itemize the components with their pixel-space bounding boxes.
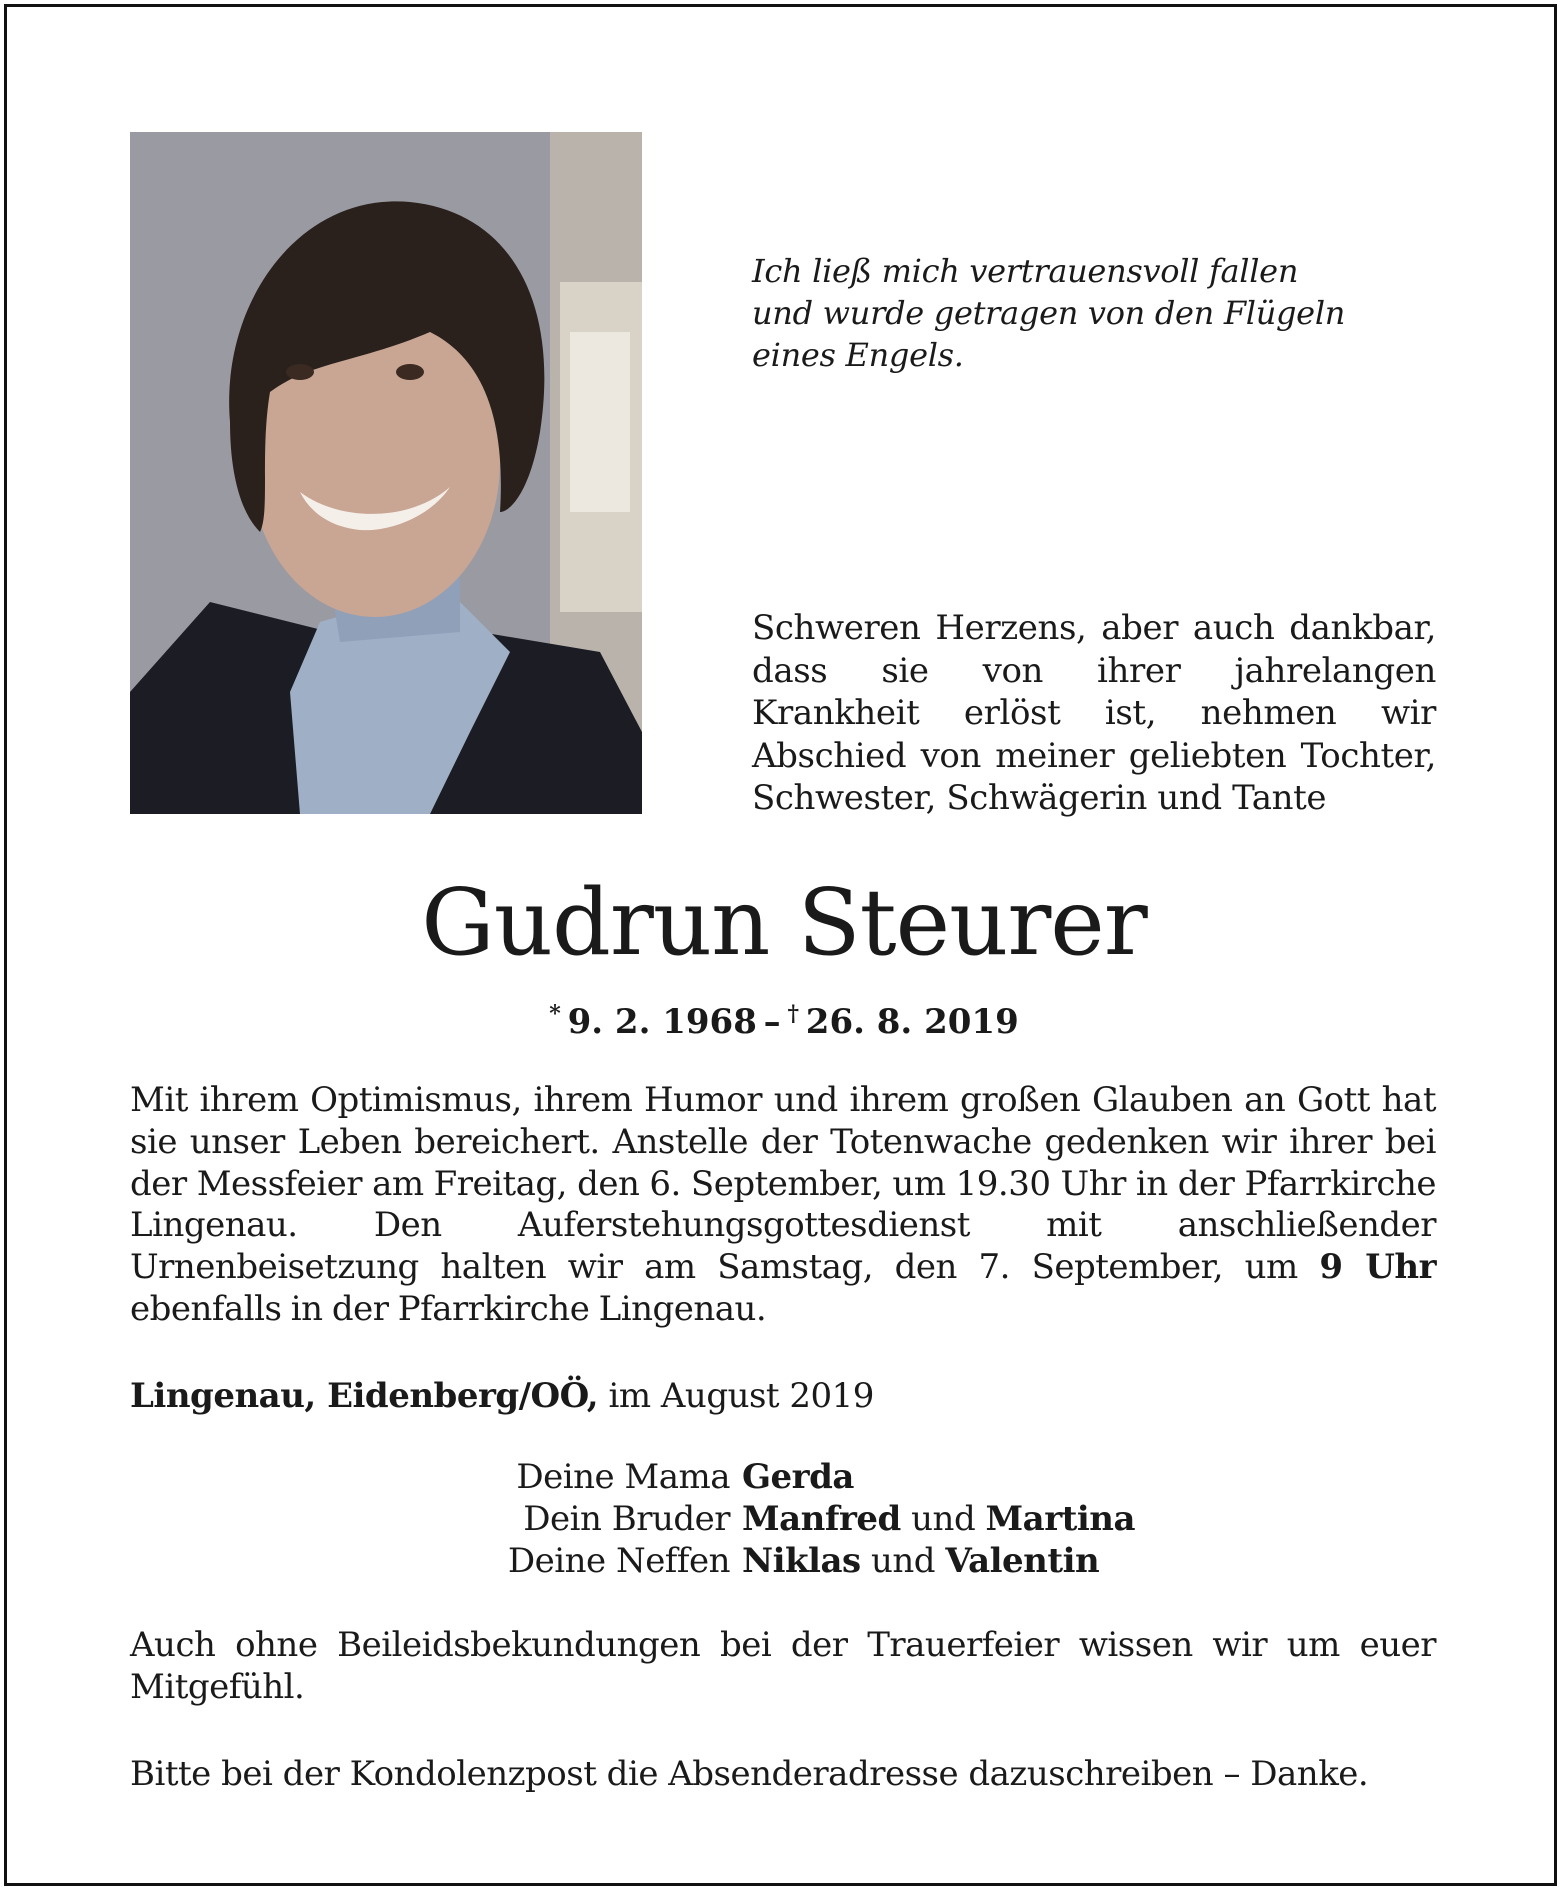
family-name: Valentin [945, 1541, 1100, 1581]
death-symbol: † [787, 1001, 799, 1027]
motto-line: eines Engels. [752, 336, 964, 374]
family-names [742, 1540, 1099, 1582]
family-names [742, 1498, 1135, 1540]
service-text-part1: Mit ihrem Optimismus, ihrem Humor und ihrem großen Glauben an Gott hat sie unser Leben bereichert. Anstelle der Totenwache gedenken wir ihrer bei der Messfeier am Freitag, den 6. September, um 19.30 Uhr in der Pfarrkirche Lingenau. Den Auferstehungsgottesdienst mit anschließender Urnenbeisetzung halten wir am Samstag, den 7. September, um [130, 1080, 1436, 1288]
intro-text: Schweren Herzens, aber auch dankbar, dass sie von ihrer jahrelangen Krankheit erlöst ist, nehmen wir Abschied von meiner geliebten Tochter, Schwester, Schwägerin und Tante [752, 608, 1436, 818]
family-row [130, 1540, 1436, 1582]
family-name: Niklas [742, 1541, 861, 1581]
family-conjunction: und [860, 1541, 946, 1581]
family-relation: Dein Bruder [523, 1499, 730, 1539]
family-conjunction: und [900, 1499, 986, 1539]
family-list [130, 1456, 1436, 1582]
date-separator: – [763, 1002, 781, 1042]
place-location: Lingenau, Eidenberg/OÖ, [130, 1376, 599, 1416]
place-date-line [130, 1374, 874, 1418]
service-text-part2: ebenfalls in der Pfarrkirche Lingenau. [130, 1288, 767, 1329]
death-date: 26. 8. 2019 [805, 1002, 1019, 1042]
service-time: 9 Uhr [1319, 1247, 1436, 1288]
family-names [742, 1456, 854, 1498]
birth-date: 9. 2. 1968 [567, 1002, 757, 1042]
family-name: Martina [985, 1499, 1135, 1539]
place-date: im August 2019 [598, 1376, 874, 1416]
address-note: Bitte bei der Kondolenzpost die Absenderadresse dazuschreiben – Danke. [130, 1754, 1369, 1794]
family-row [130, 1498, 1436, 1540]
motto-line: und wurde getragen von den Flügeln [752, 294, 1346, 332]
motto-line: Ich ließ mich vertrauensvoll fallen [752, 252, 1299, 290]
deceased-name: Gudrun Steurer [421, 869, 1147, 976]
family-name: Gerda [742, 1457, 854, 1497]
portrait-photo [130, 132, 642, 814]
family-name: Manfred [742, 1499, 901, 1539]
birth-symbol: * [549, 1001, 561, 1027]
family-row [130, 1456, 1436, 1498]
portrait-photo-icon [130, 132, 642, 814]
condolence-note: Auch ohne Beileidsbekundungen bei der Trauerfeier wissen wir um euer Mitgefühl. [130, 1625, 1436, 1707]
family-relation: Deine Neffen [507, 1541, 730, 1581]
service-details [130, 1080, 1436, 1331]
life-dates [0, 992, 1568, 1044]
family-relation: Deine Mama [516, 1457, 730, 1497]
motto-quote [752, 250, 1472, 376]
